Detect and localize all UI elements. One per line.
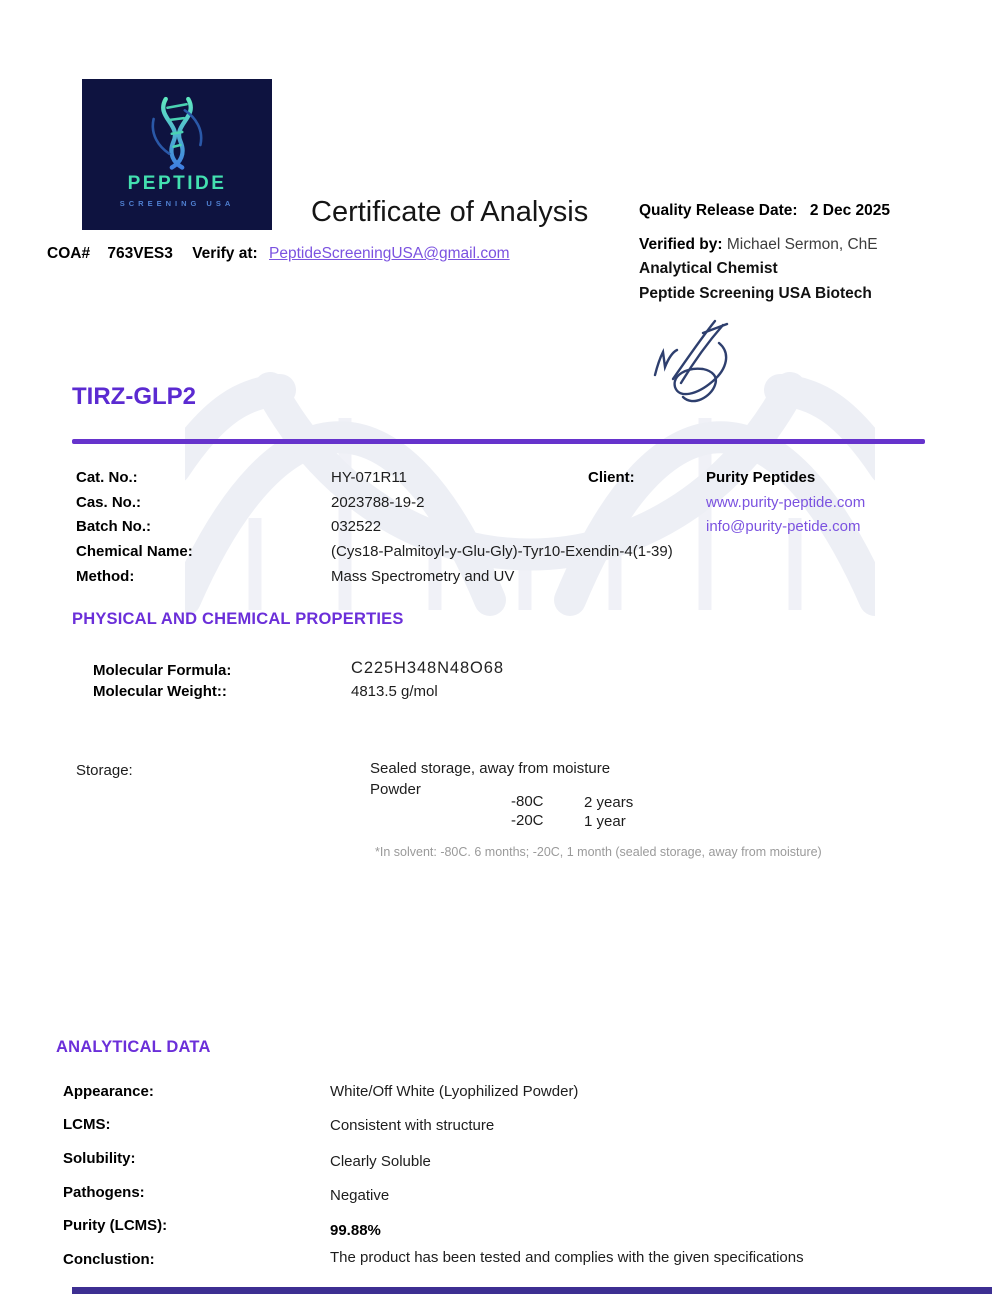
logo-tagline-text: SCREENING USA bbox=[119, 199, 235, 208]
section-heading-physical: PHYSICAL AND CHEMICAL PROPERTIES bbox=[72, 610, 404, 628]
footer-bar bbox=[72, 1287, 992, 1294]
molecular-formula-value: C225H348N48O68 bbox=[351, 659, 504, 677]
quality-release-date-label: Quality Release Date: bbox=[639, 202, 798, 219]
storage-temp-minus80: -80C bbox=[511, 793, 544, 810]
info-label-method: Method: bbox=[76, 568, 135, 585]
info-value-cat-no: HY-071R11 bbox=[331, 469, 407, 486]
analytical-label-lcms: LCMS: bbox=[63, 1116, 111, 1133]
client-email-link[interactable]: info@purity-petide.com bbox=[706, 518, 861, 535]
verify-at-label: Verify at: bbox=[192, 245, 258, 262]
verified-by-name: Michael Sermon, ChE bbox=[726, 236, 878, 253]
storage-duration-minus20: 1 year bbox=[584, 813, 626, 830]
storage-label: Storage: bbox=[76, 762, 133, 779]
analytical-label-appearance: Appearance: bbox=[63, 1083, 154, 1100]
analytical-value-appearance: White/Off White (Lyophilized Powder) bbox=[330, 1083, 579, 1100]
info-label-chemical-name: Chemical Name: bbox=[76, 543, 193, 560]
info-value-cas-no: 2023788-19-2 bbox=[331, 494, 425, 511]
analytical-value-pathogens: Negative bbox=[330, 1187, 390, 1204]
dna-logo-icon bbox=[145, 93, 209, 171]
storage-duration-minus80: 2 years bbox=[584, 794, 634, 811]
verifier-title: Analytical Chemist bbox=[639, 260, 778, 277]
analytical-label-solubility: Solubility: bbox=[63, 1150, 136, 1167]
analytical-label-pathogens: Pathogens: bbox=[63, 1184, 145, 1201]
info-value-batch-no: 032522 bbox=[331, 518, 382, 535]
quality-release-date bbox=[639, 202, 979, 220]
page-title: Certificate of Analysis bbox=[311, 196, 589, 228]
analytical-label-conclusion: Conclustion: bbox=[63, 1251, 155, 1268]
storage-form: Powder bbox=[370, 781, 421, 798]
signature bbox=[645, 313, 750, 413]
company-logo bbox=[82, 79, 272, 230]
coa-number: 763VES3 bbox=[107, 245, 173, 262]
client-website-link[interactable]: www.purity-peptide.com bbox=[706, 494, 866, 511]
coa-label: COA# bbox=[47, 245, 91, 262]
storage-footnote: *In solvent: -80C. 6 months; -20C, 1 month (sealed storage, away from moisture) bbox=[375, 845, 822, 859]
info-label-cat-no: Cat. No.: bbox=[76, 469, 138, 486]
molecular-weight-label: Molecular Weight:: bbox=[93, 683, 227, 700]
info-label-batch-no: Batch No.: bbox=[76, 518, 151, 535]
storage-temp-minus20: -20C bbox=[511, 812, 544, 829]
analytical-value-solubility: Clearly Soluble bbox=[330, 1153, 431, 1170]
verified-by-label: Verified by: bbox=[639, 236, 723, 253]
verify-email-link[interactable]: PeptideScreeningUSA@gmail.com bbox=[269, 245, 510, 262]
analytical-label-purity: Purity (LCMS): bbox=[63, 1217, 168, 1234]
molecular-formula-label: Molecular Formula: bbox=[93, 662, 232, 679]
molecular-weight-value: 4813.5 g/mol bbox=[351, 683, 438, 700]
analytical-value-conclusion: The product has been tested and complies with the given specifications bbox=[330, 1249, 804, 1266]
client-label: Client: bbox=[588, 469, 635, 486]
info-value-chemical-name: (Cys18-Palmitoyl-y-Glu-Gly)-Tyr10-Exendin-4(1-39) bbox=[331, 543, 673, 560]
client-name: Purity Peptides bbox=[706, 469, 816, 486]
analytical-value-purity: 99.88% bbox=[330, 1222, 381, 1239]
quality-release-date-value: 2 Dec 2025 bbox=[809, 202, 890, 219]
product-name: TIRZ-GLP2 bbox=[72, 383, 196, 410]
verified-by-line bbox=[639, 236, 979, 254]
logo-brand-text: PEPTIDE bbox=[127, 173, 227, 194]
info-value-method: Mass Spectrometry and UV bbox=[331, 568, 515, 585]
analytical-value-lcms: Consistent with structure bbox=[330, 1117, 495, 1134]
coa-line bbox=[47, 245, 510, 263]
verifier-organization: Peptide Screening USA Biotech bbox=[639, 285, 872, 302]
divider-rule bbox=[72, 439, 925, 444]
section-heading-analytical: ANALYTICAL DATA bbox=[56, 1038, 211, 1056]
storage-condition: Sealed storage, away from moisture bbox=[370, 760, 611, 777]
info-label-cas-no: Cas. No.: bbox=[76, 494, 142, 511]
